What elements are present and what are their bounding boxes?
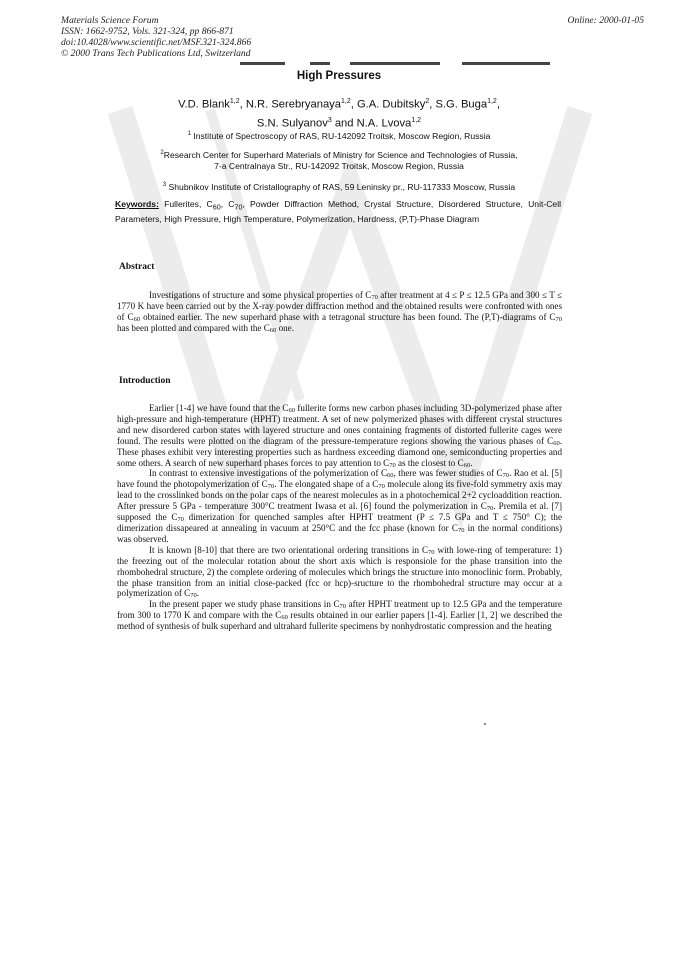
- intro-paragraph-1: Earlier [1-4] we have found that the $C_{60}$ fullerite forms new carbon phases including 3D-polymerized phase after high-pressure and high-temperature (HPHT) treatment. A set of new polymerized phases with different crystal structures and new disordered carbon states with layered structure and ones containing fragments of distorted fullerite cages were found. The results were plotted on the diagram of the pressure-temperature regions showing the various phases of $C_{60}$. These phases exhibit very interesting properties such as hardness exceeding diamond one, semiconducting properties and some others. A search of new superhard phases forces to pay attention to $C_{70}$ as the closest to $C_{60}$.: [117, 403, 562, 469]
- affiliation-marker: 3: [162, 182, 167, 188]
- abstract-heading: Abstract: [119, 262, 155, 272]
- author-affiliation-marker: 3: [327, 116, 332, 124]
- author-affiliation-marker: 1,2: [340, 98, 351, 105]
- title-cropped-line: [240, 60, 550, 66]
- affiliation-marker: 2: [160, 150, 164, 156]
- author-line-2: S.N. Sulyanov$^3$ and N.A. Lvova$^{1,2}$: [256, 116, 422, 130]
- affiliation-1: [0, 129, 678, 142]
- doi-link[interactable]: doi:10.4028/www.scientific.net/MSF.321-324.866: [61, 37, 252, 48]
- author-name: V.D. Blank: [178, 98, 230, 111]
- author-line-1: V.D. Blank$^{1,2}$, N.R. Serebryanaya$^{1,2}$, G.A. Dubitsky$^2$, S.G. Buga$^{1,2}$,: [178, 98, 500, 111]
- journal-name: Materials Science Forum: [61, 15, 159, 26]
- affiliation-text: Institute of Spectroscopy of RAS, RU-142092 Troitsk, Moscow Region, Russia: [193, 130, 491, 141]
- intro-paragraph-3: It is known [8-10] that there are two orientational ordering transitions in $C_{70}$ with lowe-ring of temperature: 1) the freezing out of the molecular rotation about the short axis which is responsiole for the phase transition into the rhombohedral structure, 2) the complete ordering of molecules which brings the structure into monoclinic form. Probably, the phase transition from an initial close-packed (fcc or hcp)-sructure to the rhombohedral structure may occur at a polymerization of $C_{70}$.: [117, 544, 562, 600]
- author-name: N.R. Serebryanaya: [245, 98, 341, 111]
- copyright-line: © 2000 Trans Tech Publications Ltd, Switzerland: [61, 48, 251, 59]
- issn-line: ISSN: 1662-9752, Vols. 321-324, pp 866-871: [61, 26, 234, 37]
- abstract-body: [117, 290, 562, 334]
- author-affiliation-marker: 2: [425, 98, 430, 105]
- author-name: S.N. Sulyanov: [256, 117, 328, 130]
- abstract-paragraph: Investigations of structure and some physical properties of $C_{70}$ after treatment at 4 ≤ P ≤ 12.5 GPa and 300 ≤ T ≤ 1770 K have been carried out by the X-ray powder diffraction method and the obtained results were confronted with ones of $C_{60}$ obtained earlier. The new superhard phase with a tetragonal structure has been found. The (P,T)-diagrams of $C_{70}$ has been plotted and compared with the $C_{60}$ one.: [117, 290, 563, 334]
- introduction-heading: Introduction: [119, 376, 171, 386]
- affiliation-text: Research Center for Superhard Materials of Ministry for Science and Technologies of Russia,: [163, 149, 518, 160]
- author-affiliation-marker: 1,2: [487, 98, 497, 105]
- keywords-label: Keywords:: [115, 199, 159, 209]
- journal-header: [61, 15, 251, 59]
- keywords: [115, 199, 561, 224]
- intro-paragraph-2: In contrast to extensive investigations of the polymerization of $C_{60}$, there was fewer studies of $C_{70}$. Rao et al. [5] have found the photopolymerization of $C_{70}$. The elongated shape of a $C_{70}$ molecule along its five-fold symmetry axis may lead to the crosslinked bonds on the polar caps of the nearest molecules as in a photochemical 2+2 cycloaddition reaction. After pressure 5 GPa - temperature 300°C treatment Iwasa et al. [6] found the polymerization in $C_{70}$. Premila et al. [7] supposed the $C_{70}$ dimerization for quenched samples after HPHT treatment (P ≤ 7.5 GPa and T ≤ 750° C); the dimerization dissapeared at annealing in vacuum at 250°C and the fcc phase (known for $C_{70}$ in the normal conditions) was observed.: [117, 468, 563, 544]
- scan-speck: [484, 723, 486, 725]
- introduction-body: [117, 403, 562, 632]
- author-name: S.G. Buga: [435, 98, 488, 111]
- author-affiliation-marker: 1,2: [229, 98, 240, 105]
- affiliation-marker: 1: [187, 131, 191, 137]
- online-date: Online: 2000-01-05: [567, 15, 644, 26]
- affiliation-text: 7-a Centralnaya Str., RU-142092 Troitsk, Moscow Region, Russia: [214, 160, 464, 171]
- keywords-text: Fullerites, $C_{60}$, $C_{70}$, Powder Diffraction Method, Crystal Structure, Disordered Structure, Unit-Cell Parameters, High Pressure, High Temperature, Polymerization, Hardness, (P,T)-Phase Diagram: [115, 199, 562, 224]
- intro-paragraph-4: In the present paper we study phase transitions in $C_{70}$ after HPHT treatment up to 12.5 GPa and the temperature from 300 to 1770 K and compare with the $C_{60}$ results obtained in our earlier papers [1-4]. Earlier [1, 2] we described the method of synthesis of bulk superhard and ultrahard fullerite specimens by nonhydrostatic compression and the heating: [117, 599, 562, 632]
- author-list: [0, 94, 678, 131]
- affiliation-text: Shubnikov Institute of Cristallography of RAS, 59 Leninsky pr., RU-117333 Moscow, Russia: [168, 181, 516, 192]
- author-name: N.A. Lvova: [356, 117, 412, 130]
- affiliation-3: [0, 180, 678, 193]
- paper-title: High Pressures: [296, 70, 382, 82]
- author-name: G.A. Dubitsky: [356, 98, 426, 111]
- author-affiliation-marker: 1,2: [411, 116, 422, 124]
- affiliation-2: [0, 148, 678, 172]
